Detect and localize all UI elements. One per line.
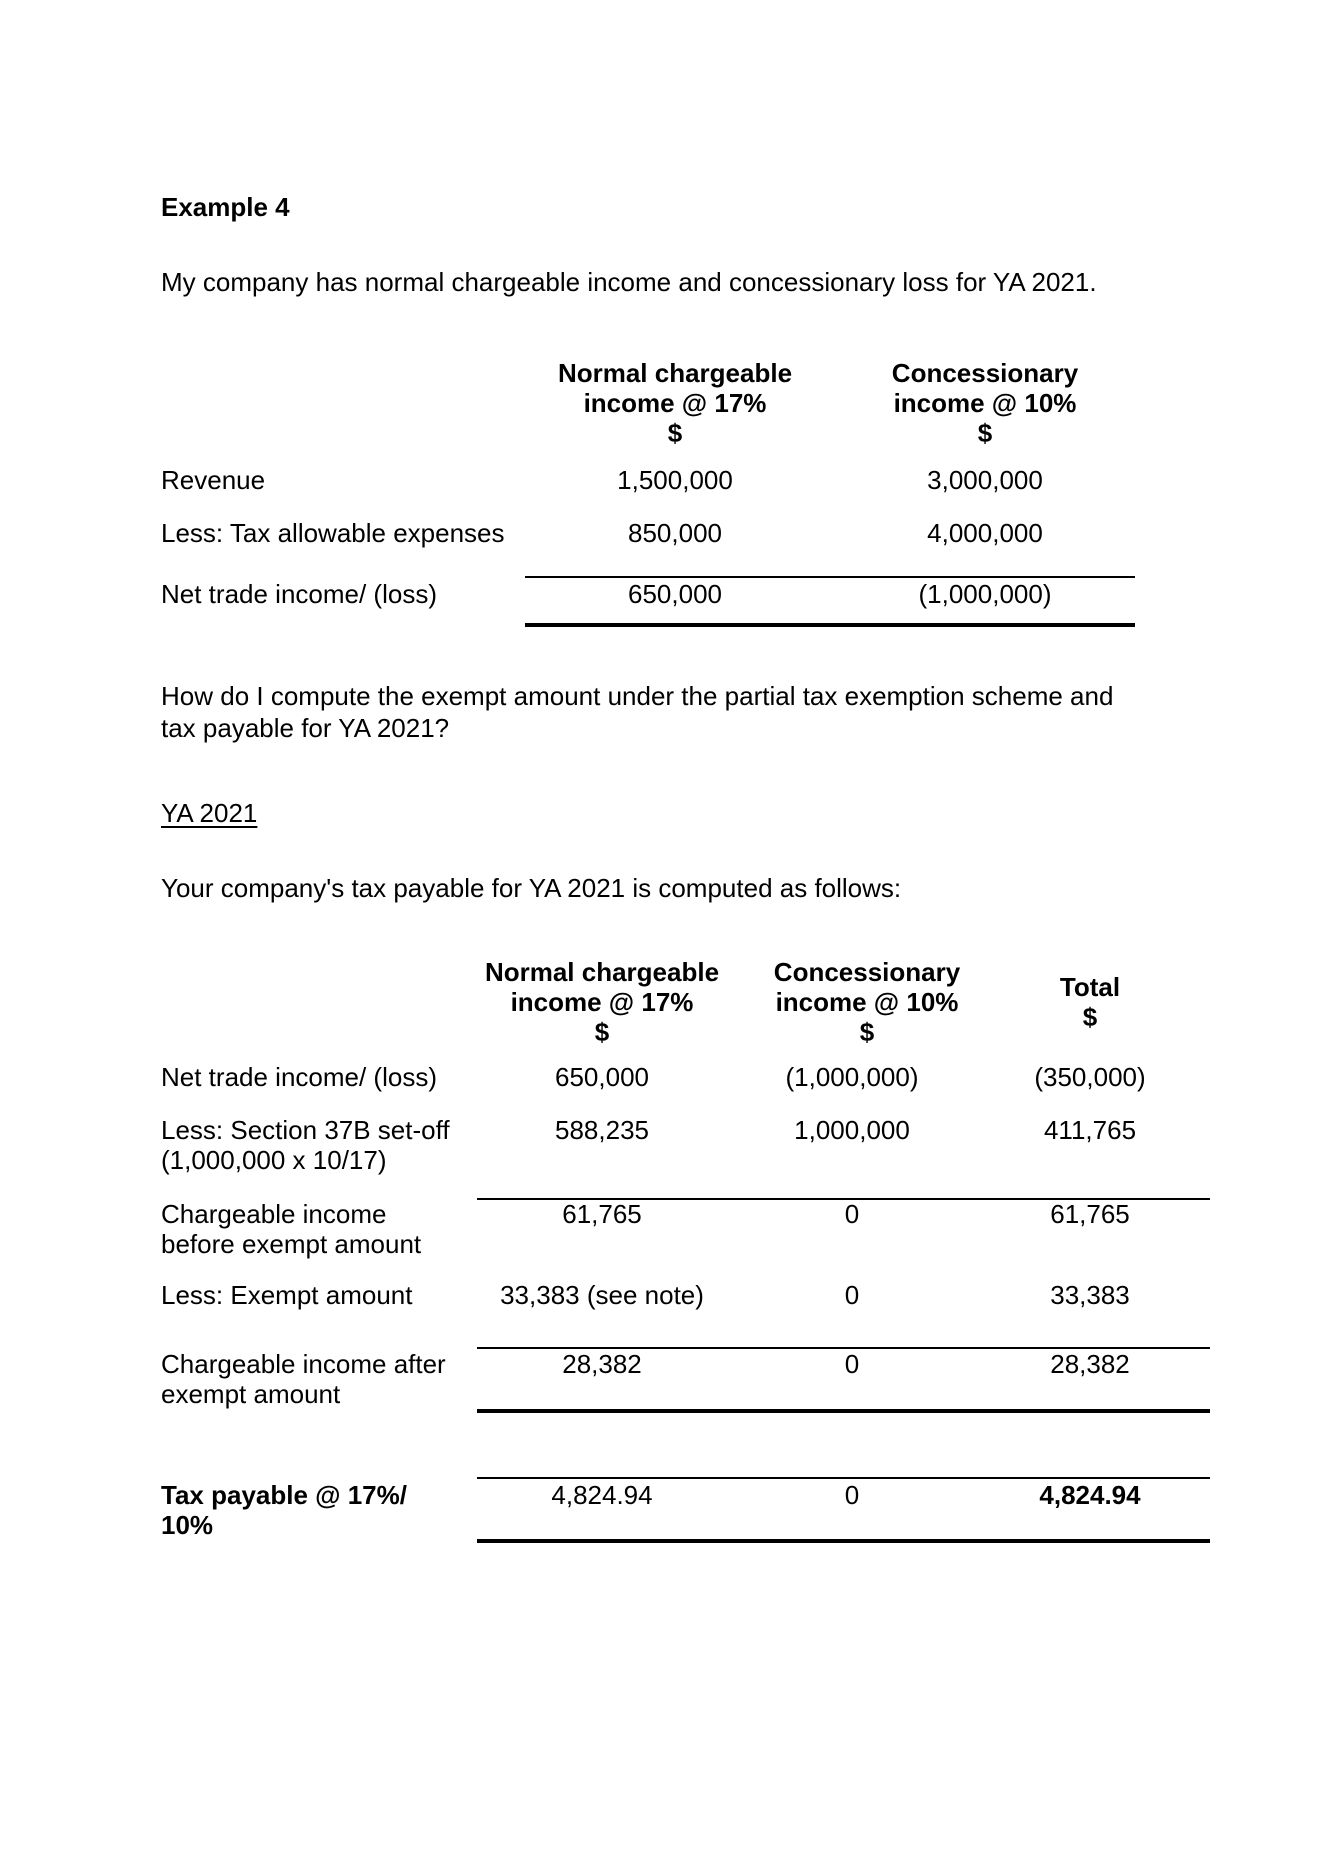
table2-row-label (161, 1349, 446, 1409)
table2-cell-total: 411,765 (1043, 1115, 1137, 1145)
table1-row-label: Less: Tax allowable expenses (161, 518, 505, 548)
computation-intro: Your company's tax payable for YA 2021 is computed as follows: (161, 873, 902, 903)
table1-cell-normal: 650,000 (628, 579, 722, 609)
header-line: Concessionary (773, 957, 961, 987)
table2-cell-normal: 28,382 (562, 1349, 642, 1379)
table2-cell-total: 4,824.94 (1039, 1480, 1141, 1510)
question-line: How do I compute the exempt amount under the partial tax exemption scheme and (161, 681, 1114, 711)
table2-cell-total: 33,383 (1050, 1280, 1130, 1310)
table1-cell-concessionary: 4,000,000 (927, 518, 1043, 548)
table2-row-label (161, 1480, 407, 1540)
header-currency: $ (1082, 1002, 1098, 1032)
table2-cell-total: (350,000) (1034, 1062, 1146, 1092)
label-line: Less: Exempt amount (161, 1280, 413, 1310)
header-line: income @ 17% (510, 987, 694, 1017)
table1-header-normal (525, 358, 825, 448)
table2-final-rule (477, 1539, 1210, 1543)
header-line: Concessionary (891, 358, 1079, 388)
label-line: (1,000,000 x 10/17) (161, 1145, 387, 1175)
table1-cell-normal: 850,000 (628, 518, 722, 548)
table1-cell-concessionary: (1,000,000) (918, 579, 1052, 609)
label-line: Tax payable @ 17%/ (161, 1480, 407, 1510)
table2-cell-concessionary: 0 (844, 1480, 860, 1510)
label-line: before exempt amount (161, 1229, 422, 1259)
question-line: tax payable for YA 2021? (161, 713, 450, 743)
table2-cell-total: 61,765 (1050, 1199, 1130, 1229)
table2-cell-normal: 33,383 (see note) (500, 1280, 704, 1310)
label-line: exempt amount (161, 1379, 341, 1409)
header-line: Normal chargeable (557, 358, 793, 388)
table1-row-label: Revenue (161, 465, 266, 495)
table2-cell-normal: 4,824.94 (551, 1480, 653, 1510)
table2-header-normal (467, 957, 737, 1047)
header-currency: $ (594, 1017, 610, 1047)
header-line: income @ 17% (583, 388, 767, 418)
label-line: Net trade income/ (loss) (161, 1062, 437, 1092)
table1-cell-normal: 1,500,000 (617, 465, 733, 495)
table2-header-concessionary (737, 957, 997, 1047)
header-currency: $ (859, 1017, 875, 1047)
table1-total-rule (525, 623, 1135, 627)
example-heading: Example 4 (161, 192, 290, 222)
table1-row-label: Net trade income/ (loss) (161, 579, 437, 609)
table2-cell-total: 28,382 (1050, 1349, 1130, 1379)
header-line: income @ 10% (775, 987, 959, 1017)
table2-row-label (161, 1062, 437, 1092)
table2-header-total (1000, 972, 1180, 1032)
label-line: Less: Section 37B set-off (161, 1115, 450, 1145)
table2-double-rule (477, 1409, 1210, 1413)
table1-subtotal-rule (525, 576, 1135, 578)
table2-cell-concessionary: 0 (844, 1199, 860, 1229)
header-line: Normal chargeable (484, 957, 720, 987)
table2-cell-concessionary: 1,000,000 (794, 1115, 910, 1145)
table2-cell-normal: 588,235 (555, 1115, 649, 1145)
table2-row-label (161, 1199, 421, 1259)
table1-cell-concessionary: 3,000,000 (927, 465, 1043, 495)
header-currency: $ (667, 418, 683, 448)
table2-cell-normal: 650,000 (555, 1062, 649, 1092)
table2-cell-normal: 61,765 (562, 1199, 642, 1229)
table2-row-label (161, 1280, 412, 1310)
table2-cell-concessionary: 0 (844, 1280, 860, 1310)
section-title: YA 2021 (161, 798, 258, 828)
table2-row-label (161, 1115, 450, 1175)
header-line: income @ 10% (893, 388, 1077, 418)
table2-tax-rule (477, 1477, 1210, 1479)
table2-cell-concessionary: (1,000,000) (785, 1062, 919, 1092)
header-line: Total (1059, 972, 1121, 1002)
label-line: Chargeable income (161, 1199, 387, 1229)
intro-text: My company has normal chargeable income and concessionary loss for YA 2021. (161, 267, 1097, 297)
table1-header-concessionary (835, 358, 1135, 448)
header-currency: $ (977, 418, 993, 448)
table2-cell-concessionary: 0 (844, 1349, 860, 1379)
label-line: Chargeable income after (161, 1349, 446, 1379)
label-line: 10% (161, 1510, 214, 1540)
